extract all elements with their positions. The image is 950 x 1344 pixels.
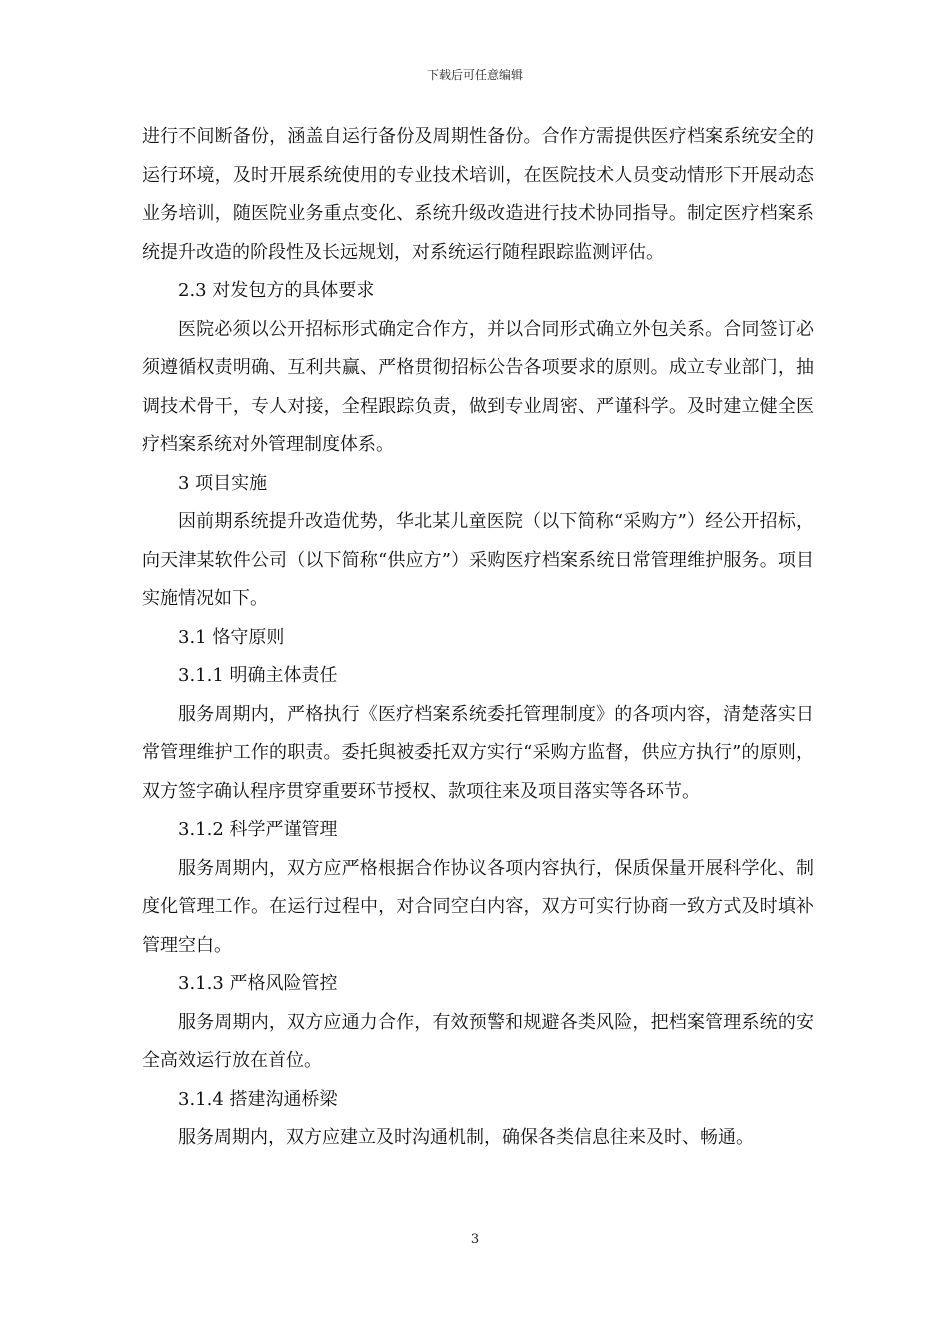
paragraph-intro: 进行不间断备份，涵盖自运行备份及周期性备份。合作方需提供医疗档案系统安全的运行环境，及时开展系统使用的专业技术培训，在医院技术人员变动情形下开展动态业务培训，随医院业务重点变化、系统升级改造进行技术协同指导。制定医疗档案系统提升改造的阶段性及长远规划，对系统运行随程跟踪监测评估。	[142, 126, 814, 263]
paragraph-3-1-3: 服务周期内，双方应通力合作，有效预警和规避各类风险，把档案管理系统的安全高效运行放在首位。	[142, 1011, 814, 1071]
paragraph-3-1-2: 服务周期内，双方应严格根据合作协议各项内容执行，保质保量开展科学化、制度化管理工作。在运行过程中，对合同空白内容，双方可实行协商一致方式及时填补管理空白。	[142, 857, 814, 956]
page-number: 3	[470, 1232, 480, 1247]
paragraph-3-1-1: 服务周期内，严格执行《医疗档案系统委托管理制度》的各项内容，清楚落实日常管理维护工作的职责。委托與被委托双方实行“采购方监督，供应方执行”的原则，双方签字确认程序贯穿重要环节授权、款项往来及项目落实等各环节。	[142, 703, 814, 802]
heading-3-1-2: 3.1.2 科学严谨管理	[178, 819, 338, 840]
document-body	[142, 118, 814, 1158]
heading-3-1-4: 3.1.4 搭建沟通桥梁	[178, 1088, 338, 1110]
paragraph-3: 因前期系统提升改造优势，华北某儿童医院（以下简称“采购方”）经公开招标，向天津某软件公司（以下简称“供应方”）采购医疗档案系统日常管理维护服务。项目实施情况如下。	[142, 511, 814, 609]
heading-3-1-1: 3.1.1 明确主体责任	[178, 665, 338, 686]
heading-3: 3 项目实施	[178, 472, 268, 494]
paragraph-3-1-4: 服务周期内，双方应建立及时沟通机制，确保各类信息往来及时、畅通。	[178, 1127, 754, 1148]
paragraph-2-3: 医院必须以公开招标形式确定合作方，并以合同形式确立外包关系。合同签订必须遵循权责明确、互利共赢、严格贯彻招标公告各项要求的原则。成立专业部门，抽调技术骨干，专人对接，全程跟踪负责，做到专业周密、严谨科学。及时建立健全医疗档案系统对外管理制度体系。	[142, 318, 814, 455]
heading-3-1-3: 3.1.3 严格风险管控	[178, 973, 338, 994]
page-header: 下载后可任意编辑	[426, 68, 523, 82]
heading-2-3: 2.3 对发包方的具体要求	[178, 280, 375, 301]
heading-3-1: 3.1 恪守原则	[178, 626, 285, 648]
